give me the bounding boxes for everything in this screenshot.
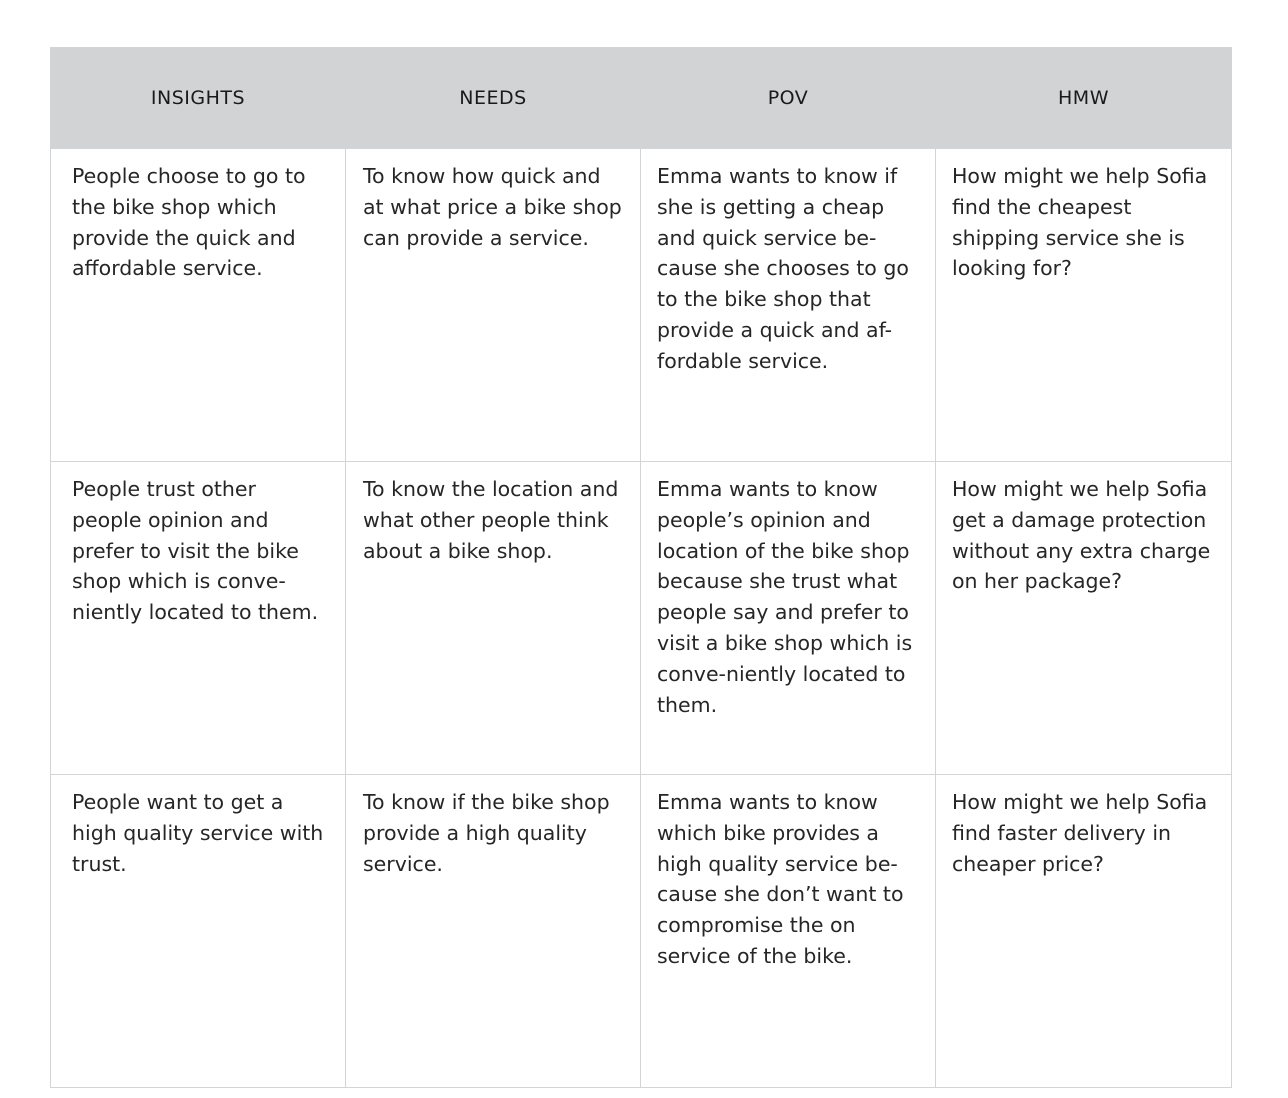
- need-cell: [346, 149, 641, 462]
- insights-table: [50, 47, 1232, 1088]
- need-text: To know how quick and at what price a bike shop can provide a service.: [363, 164, 622, 250]
- hmw-cell: [936, 149, 1232, 462]
- header-insights: INSIGHTS: [51, 48, 346, 149]
- insight-text: People choose to go to the bike shop which provide the quick and affordable service.: [72, 164, 306, 281]
- pov-text: Emma wants to know which bike provides a high quality service be-cause she don’t want to compromise the on service of the bike.: [657, 790, 904, 968]
- header-pov: POV: [641, 48, 936, 149]
- header-needs: NEEDS: [346, 48, 641, 149]
- table-header-row: [51, 48, 1232, 149]
- pov-cell: [641, 462, 936, 775]
- pov-cell: [641, 149, 936, 462]
- hmw-text: How might we help Sofia find the cheapest shipping service she is looking for?: [952, 164, 1208, 281]
- need-text: To know if the bike shop provide a high quality service.: [363, 790, 610, 876]
- table-row: [51, 149, 1232, 462]
- insight-cell: [51, 462, 346, 775]
- need-text: To know the location and what other people think about a bike shop.: [363, 477, 619, 563]
- pov-cell: [641, 775, 936, 1088]
- pov-text: Emma wants to know if she is getting a cheap and quick service be-cause she chooses to go to the bike shop that provide a quick and af-fordable service.: [657, 164, 909, 373]
- need-cell: [346, 775, 641, 1088]
- insight-text: People want to get a high quality service with trust.: [72, 790, 324, 876]
- insight-cell: [51, 775, 346, 1088]
- need-cell: [346, 462, 641, 775]
- insight-text: People trust other people opinion and prefer to visit the bike shop which is conve-niently located to them.: [72, 477, 319, 625]
- hmw-text: How might we help Sofia get a damage protection without any extra charge on her package?: [952, 477, 1211, 594]
- hmw-cell: [936, 462, 1232, 775]
- table-row: [51, 462, 1232, 775]
- insight-cell: [51, 149, 346, 462]
- pov-text: Emma wants to know people’s opinion and location of the bike shop because she trust what people say and prefer to visit a bike shop which is conve-niently located to them.: [657, 477, 913, 717]
- header-hmw: HMW: [936, 48, 1232, 149]
- hmw-text: How might we help Sofia find faster delivery in cheaper price?: [952, 790, 1208, 876]
- hmw-cell: [936, 775, 1232, 1088]
- table-row: [51, 775, 1232, 1088]
